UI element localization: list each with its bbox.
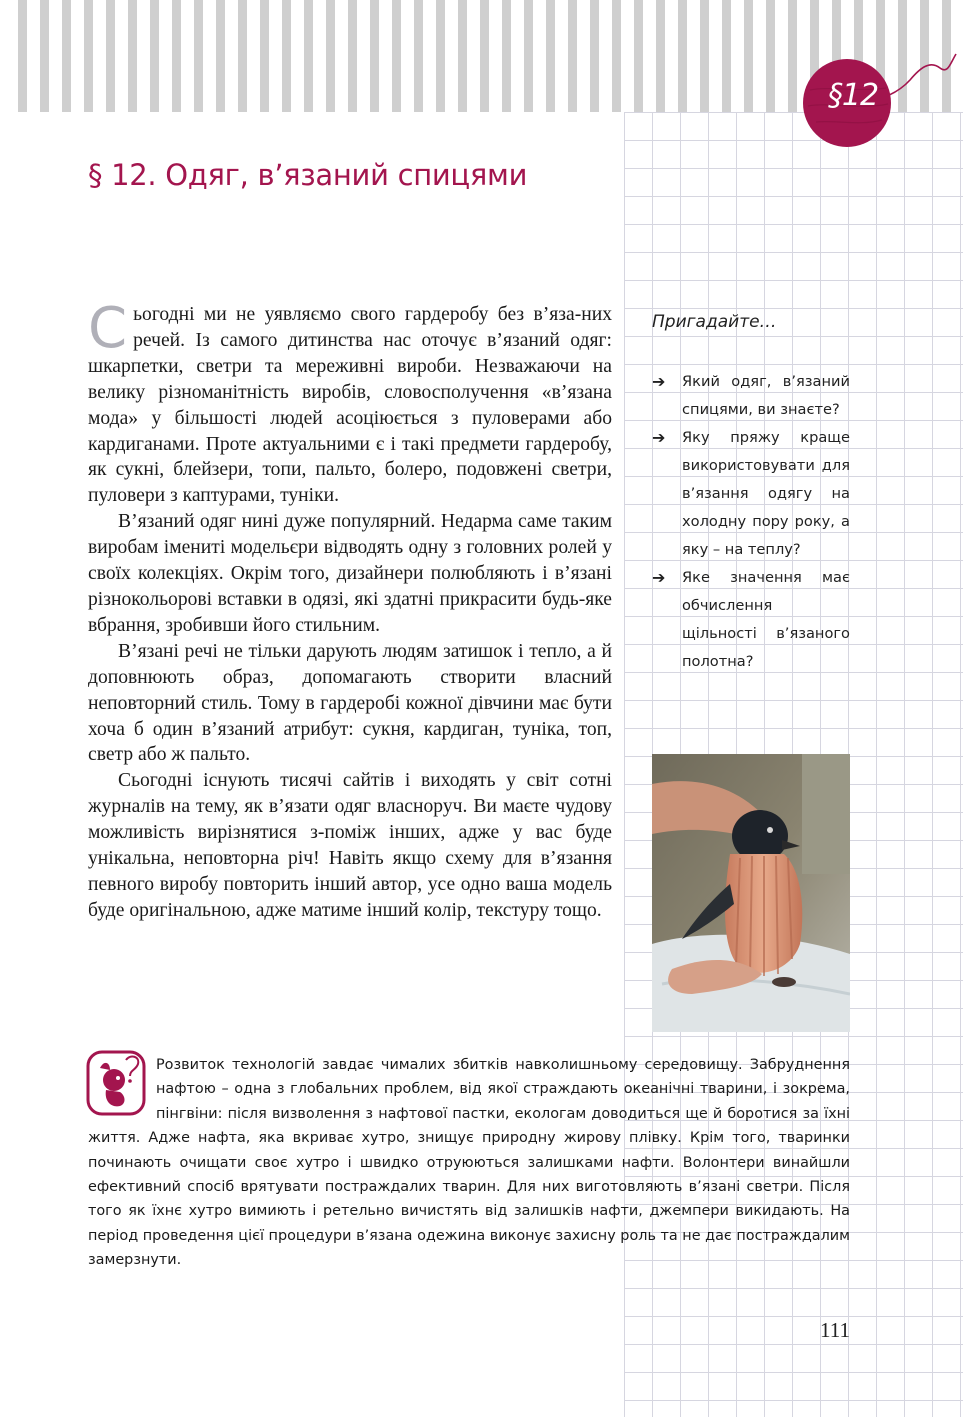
paragraph-2: В’язаний одяг нині дуже популярний. Недарма саме таким виробам імениті модельєри відводять одну з головних ролей у своїх колекціях. Окрім того, дизайнери полюбляють і в’язані різнокольорові вставки в одязі, які здатні прикрасити будь-яке вбрання, зробивши його стильним.	[88, 511, 612, 636]
main-text	[88, 296, 612, 924]
note-icon-space	[88, 1053, 156, 1123]
remember-title: Пригадайте…	[652, 312, 777, 332]
penguin-note	[88, 1053, 850, 1273]
arrow-right-icon: ➔	[652, 372, 666, 391]
paragraph-4: Сьогодні існують тисячі сайтів і виходять у світ сотні журналів на тему, як в’язати одяг власноруч. Ви маєте чудову можливість вирізнятися з-поміж інших, адже у вас буде унікальна, неповторна річ! Навіть якщо схему для в’язання певного виробу повторить інший автор, усе одно ваша модель буде оригінальною, адже матиме інший колір, текстуру тощо.	[88, 770, 612, 921]
arrow-right-icon: ➔	[652, 568, 666, 587]
question-item: ➔ Який одяг, в’язаний спицями, ви знаєте?	[652, 368, 850, 424]
note-text: Розвиток технологій завдає чималих збитків навколишньому середовищу. Забруднення нафтою – одна з глобальних проблем, від якої страждають океанічні тварини, і зокрема, пінгвіни: після визволення з нафтової пастки, екологам доводиться ще й боротися за їхні життя. Адже нафта, яка вкриває хутро, знищує природну жирову плівку. Крім того, тваринки починають очищати своє хутро і швидко отруюються залишками нафти. Волонтери винайшли ефективний спосіб врятувати постраждалих тварин. Для них виготовляють в’язані светри. Після того як їхнє хутро вимиють і ретельно вичистять від залишків нафти, джемпери викидають. На період проведення цієї процедури в’язана одежина виконує захисну роль та не дає постраждалим замерзнути.	[88, 1057, 850, 1269]
paragraph-3: В’язані речі не тільки дарують людям затишок і тепло, а й доповнюють образ, допомагають створити власний неповторний стиль. Тому в гардеробі кожної дівчини має бути хоча б один в’язаний атрибут: сукня, кардиган, туніка, топ, светр або ж пальто.	[88, 640, 612, 766]
page-number: 111	[820, 1318, 850, 1342]
penguin-sweater-photo	[652, 754, 850, 1032]
paragraph-1: Сьогодні ми не уявляємо свого гардеробу без в’яза-них речей. Із самого дитинства нас оточує в’язаний одяг: шкарпетки, светри та мереживні вироби. Незважаючи на велику різноманітність виробів, словосполучення «в’язана мода» у більшості людей асоціюється з пуловерами або кардиганами. Проте актуальними є і такі предмети гардеробу, як сукні, блейзери, топи, пальто, болеро, подовжені светри, пуловери з каптурами, туніки.	[88, 296, 612, 507]
remember-box	[652, 312, 850, 676]
question-item: ➔ Яке значення має обчислення щільності в’язаного полотна?	[652, 564, 850, 676]
drop-cap: С	[88, 296, 128, 361]
question-item: ➔ Яку пряжу краще використовувати для в’язання одягу на холодну пору року, а яку – на теплу?	[652, 424, 850, 564]
paragraph-badge-label: §12	[827, 78, 879, 113]
arrow-right-icon: ➔	[652, 428, 666, 447]
page-title: § 12. Одяг, в’язаний спицями	[88, 158, 528, 192]
question-list	[652, 368, 850, 676]
